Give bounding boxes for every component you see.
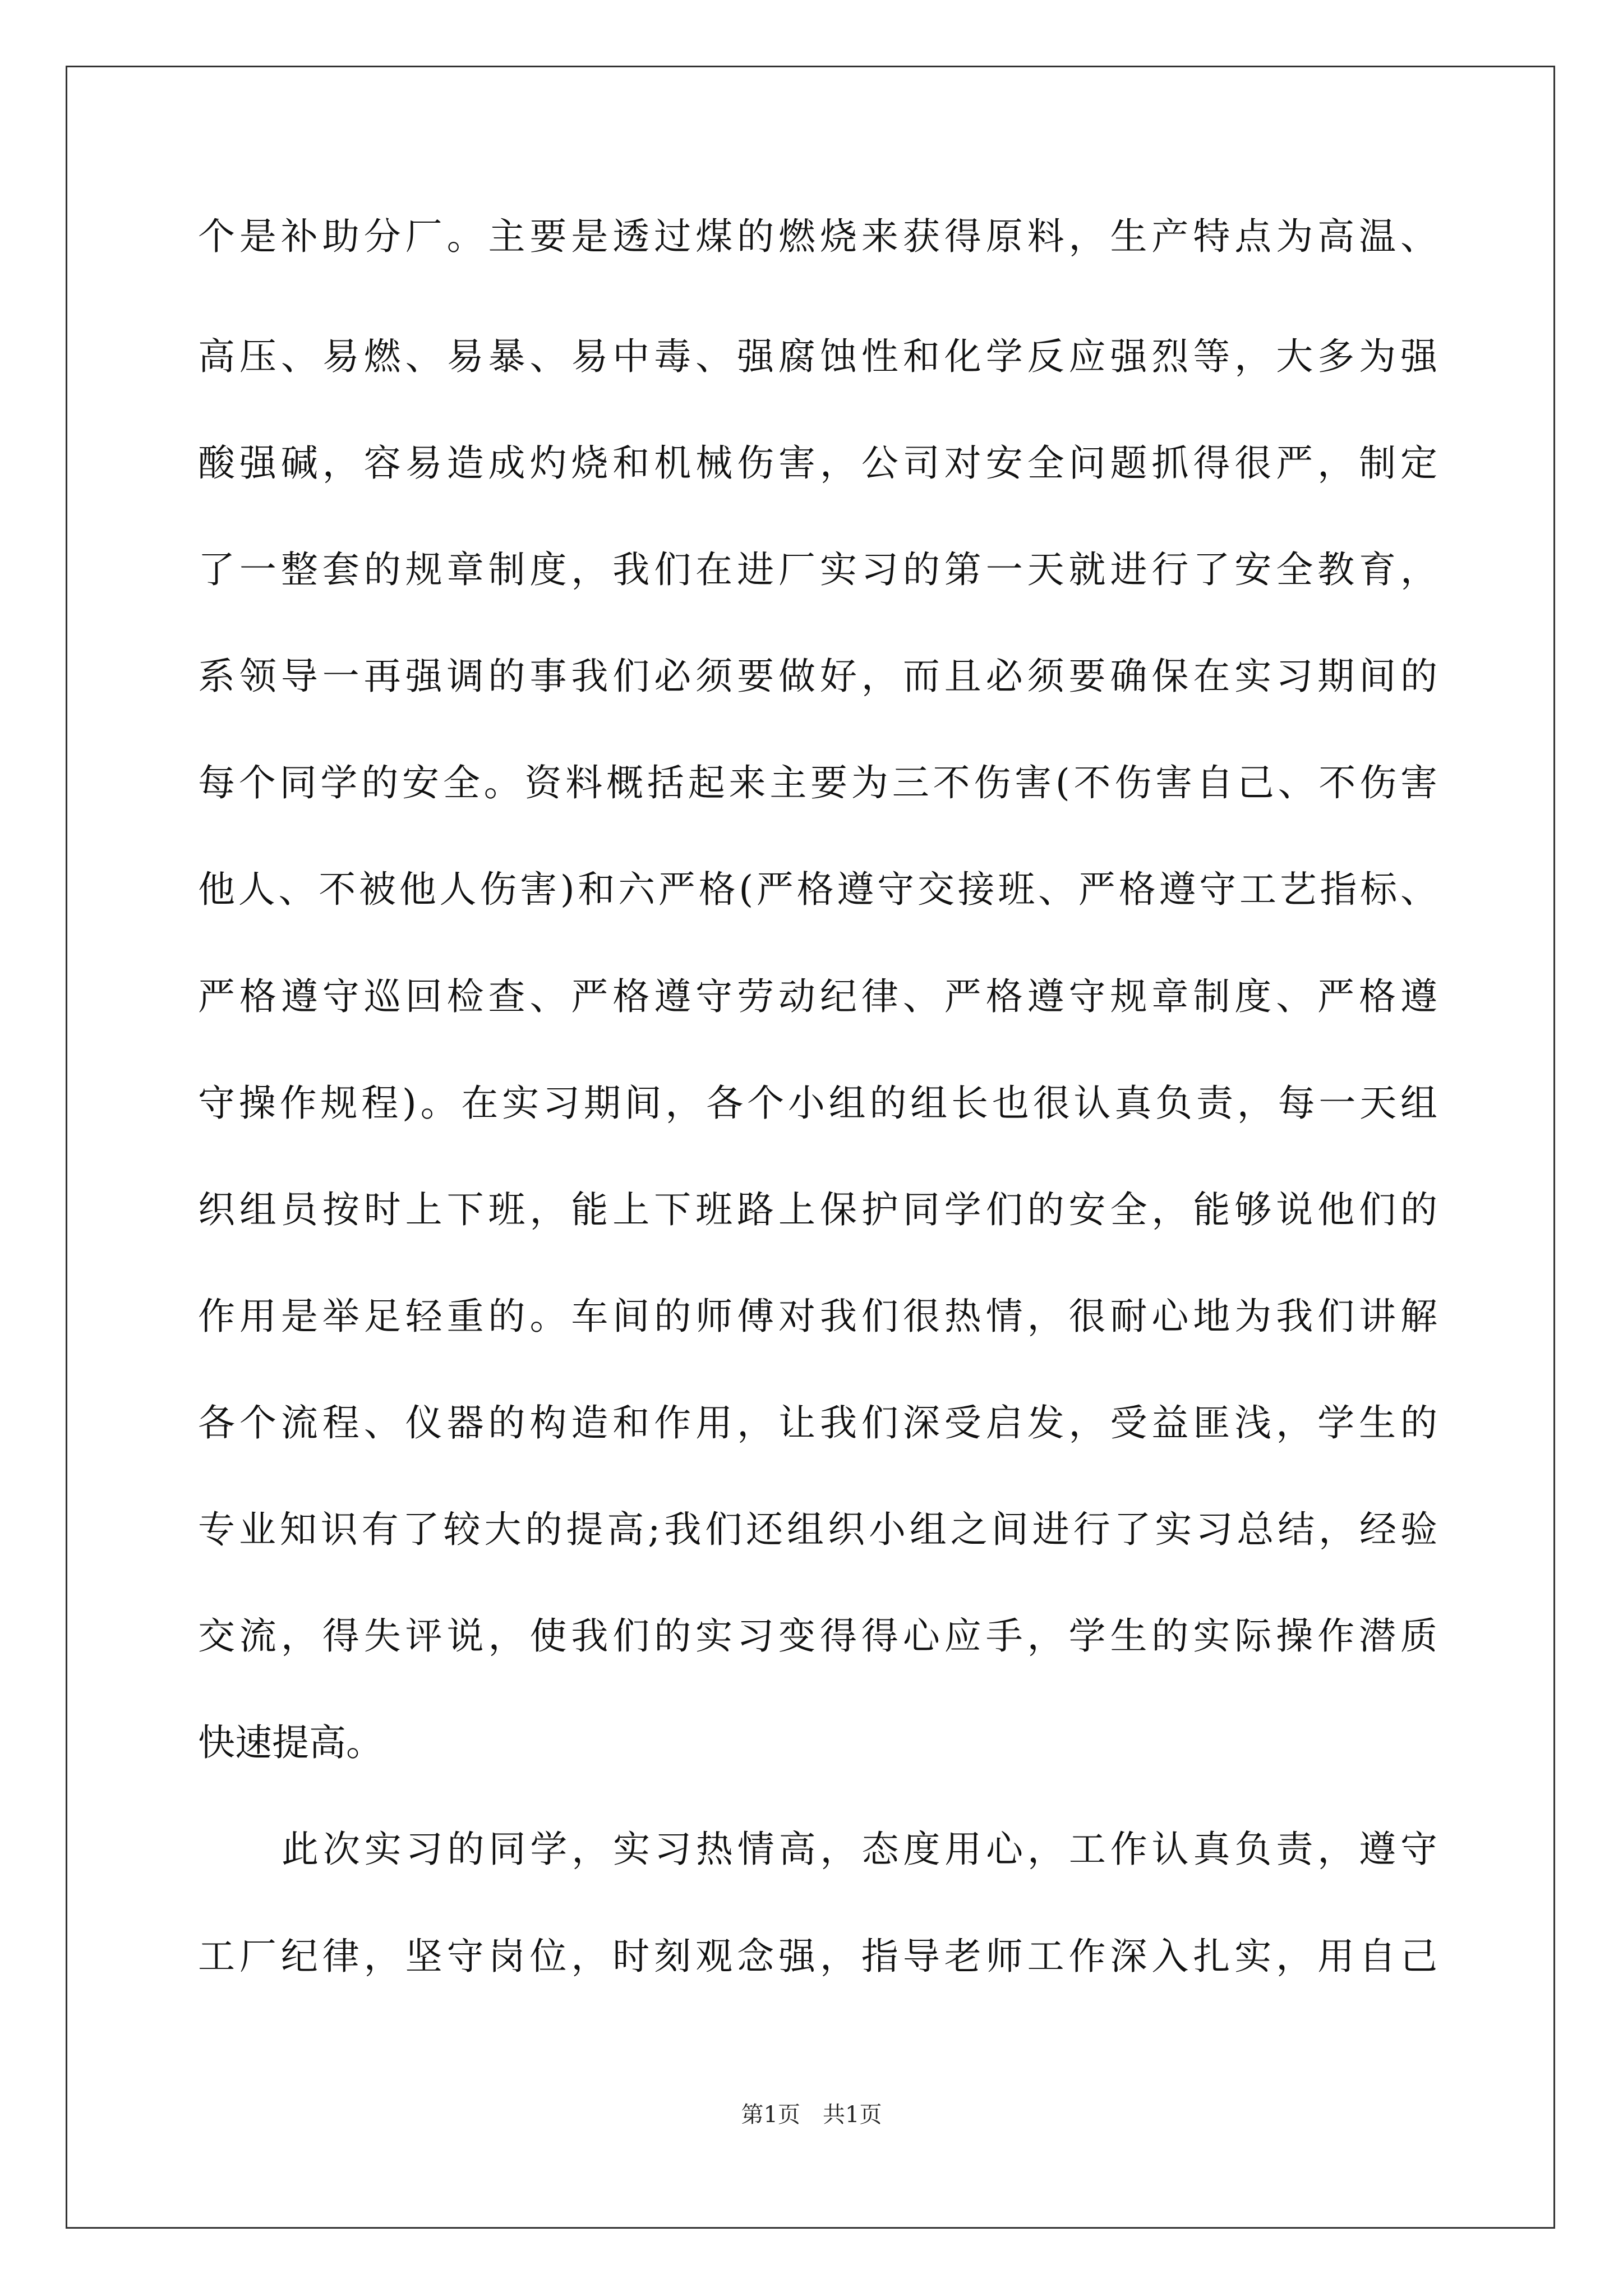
paragraph-line: 系领导一再强调的事我们必须要做好，而且必须要确保在实习期间的 xyxy=(198,655,1437,698)
paragraph-first-line: 此次实习的同学，实习热情高，态度用心，工作认真负责，遵守 xyxy=(282,1828,1437,1871)
paragraph-line: 高压、易燃、易暴、易中毒、强腐蚀性和化学反应强烈等，大多为强 xyxy=(198,335,1437,378)
paragraph-line: 每个同学的安全。资料概括起来主要为三不伤害(不伤害自己、不伤害 xyxy=(198,761,1437,804)
page-footer: 第1页 共1页 xyxy=(741,2102,882,2128)
paragraph-line: 织组员按时上下班，能上下班路上保护同学们的安全，能够说他们的 xyxy=(198,1188,1437,1231)
paragraph-line: 个是补助分厂。主要是透过煤的燃烧来获得原料，生产特点为高温、 xyxy=(198,215,1437,258)
paragraph-line: 守操作规程)。在实习期间，各个小组的组长也很认真负责，每一天组 xyxy=(198,1082,1437,1125)
paragraph-line: 交流，得失评说，使我们的实习变得得心应手，学生的实际操作潜质 xyxy=(198,1614,1437,1658)
paragraph-line: 他人、不被他人伤害)和六严格(严格遵守交接班、严格遵守工艺指标、 xyxy=(198,868,1437,911)
paragraph-line: 各个流程、仪器的构造和作用，让我们深受启发，受益匪浅，学生的 xyxy=(198,1401,1437,1444)
paragraph-line-end: 快速提高。 xyxy=(198,1721,383,1764)
paragraph-line: 了一整套的规章制度，我们在进厂实习的第一天就进行了安全教育， xyxy=(198,548,1437,591)
paragraph-line: 作用是举足轻重的。车间的师傅对我们很热情，很耐心地为我们讲解 xyxy=(198,1295,1437,1338)
paragraph-line: 严格遵守巡回检查、严格遵守劳动纪律、严格遵守规章制度、严格遵 xyxy=(198,975,1437,1018)
paragraph-line: 工厂纪律，坚守岗位，时刻观念强，指导老师工作深入扎实，用自己 xyxy=(198,1935,1437,1978)
paragraph-line: 专业知识有了较大的提高;我们还组织小组之间进行了实习总结，经验 xyxy=(198,1508,1437,1551)
paragraph-line: 酸强碱，容易造成灼烧和机械伤害，公司对安全问题抓得很严，制定 xyxy=(198,441,1437,485)
